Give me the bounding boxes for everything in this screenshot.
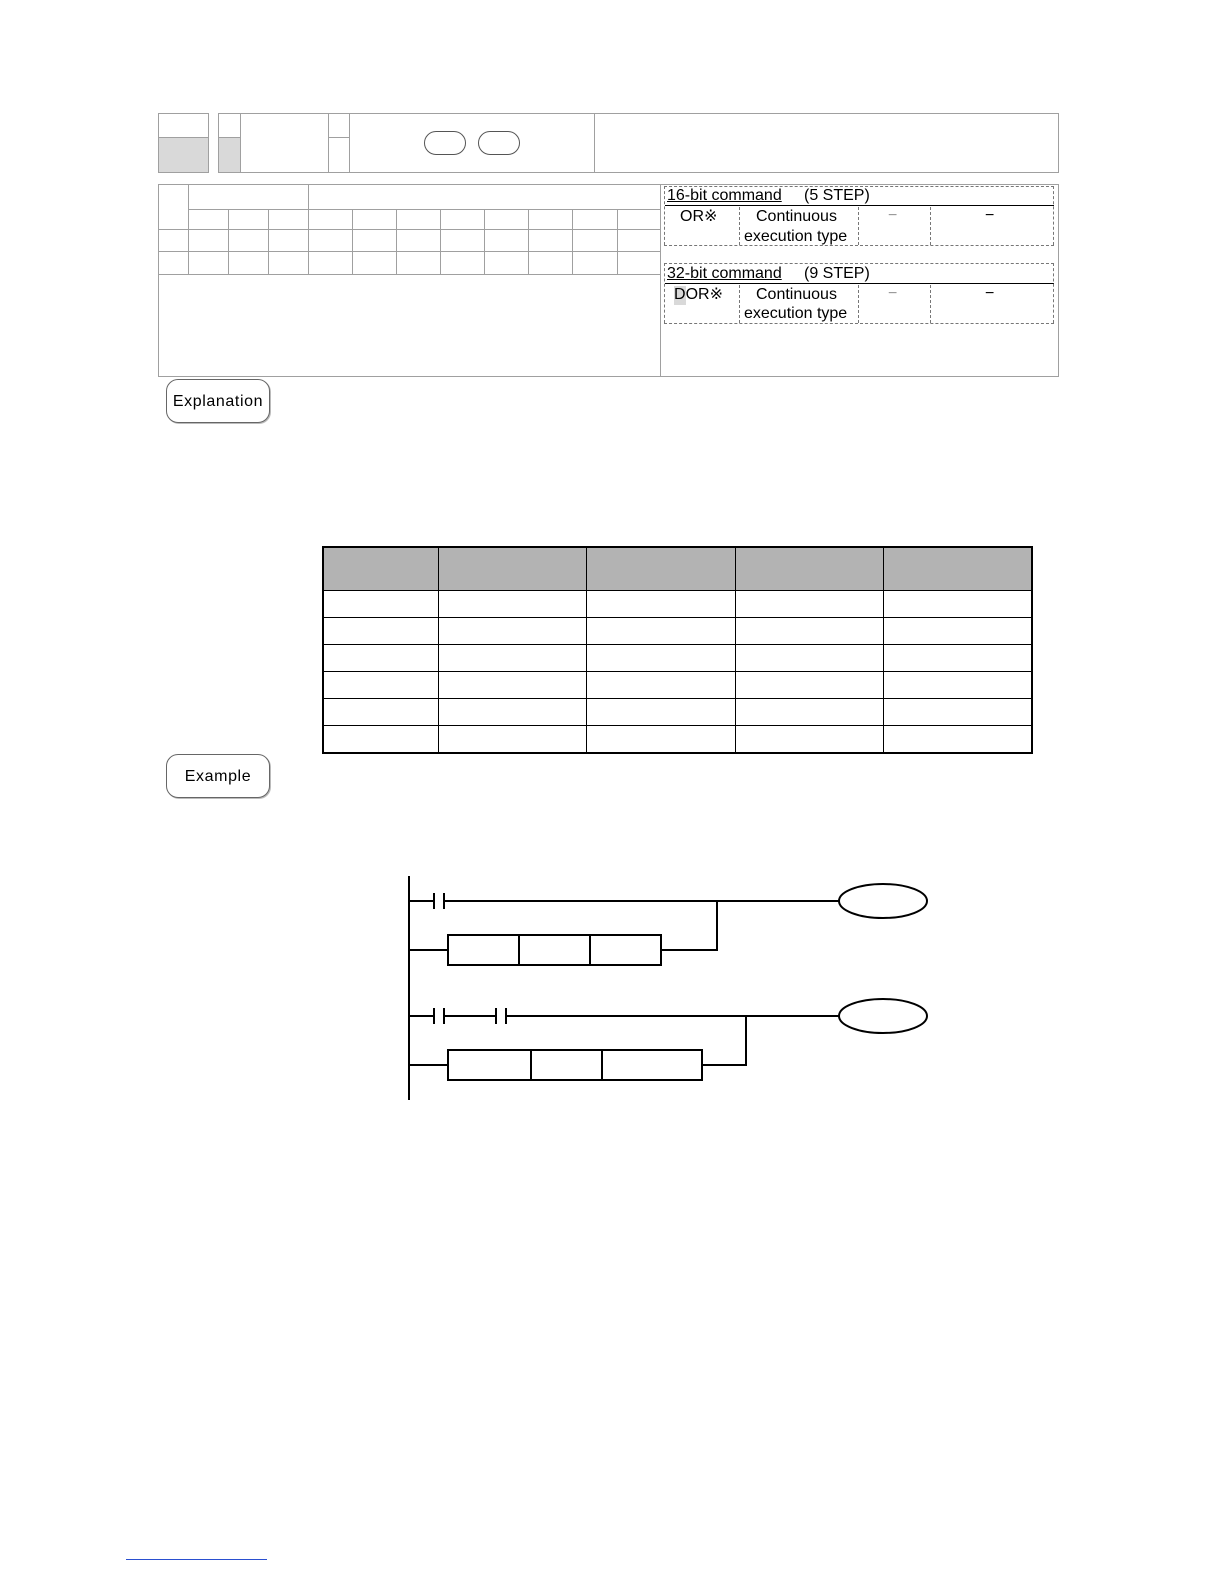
branch2-compare-box	[448, 1050, 702, 1080]
sixteen-bit-heading: 16-bit command	[667, 187, 782, 204]
thirty-two-bit-mnemonic: OR※	[685, 286, 723, 303]
thirty-two-bit-flag: −	[985, 285, 995, 302]
sixteen-bit-steps: (5 STEP)	[804, 187, 870, 204]
sixteen-bit-instruction: OR※	[680, 208, 718, 225]
branch1-compare-box	[448, 935, 661, 965]
sixteen-bit-flag: −	[985, 207, 995, 224]
thirty-two-bit-exec-2: execution type	[744, 305, 848, 322]
rung1-output-coil	[839, 884, 927, 918]
rung2-output-coil	[839, 999, 927, 1033]
branch2-wire-out	[702, 1016, 746, 1065]
sixteen-bit-exec-2: execution type	[744, 228, 848, 245]
thirty-two-bit-prefix: D	[674, 286, 686, 303]
example-label: Example	[166, 754, 270, 798]
sixteen-bit-exec-1: Continuous	[756, 208, 837, 225]
thirty-two-bit-heading: 32-bit command	[667, 265, 782, 282]
sixteen-bit-pulse: −	[888, 207, 898, 224]
thirty-two-bit-steps: (9 STEP)	[804, 265, 870, 282]
thirty-two-bit-exec-1: Continuous	[756, 286, 837, 303]
explanation-label: Explanation	[166, 379, 270, 423]
branch1-wire-out	[661, 901, 717, 950]
thirty-two-bit-pulse: −	[888, 285, 898, 302]
footer-link-underline[interactable]	[126, 1559, 267, 1560]
